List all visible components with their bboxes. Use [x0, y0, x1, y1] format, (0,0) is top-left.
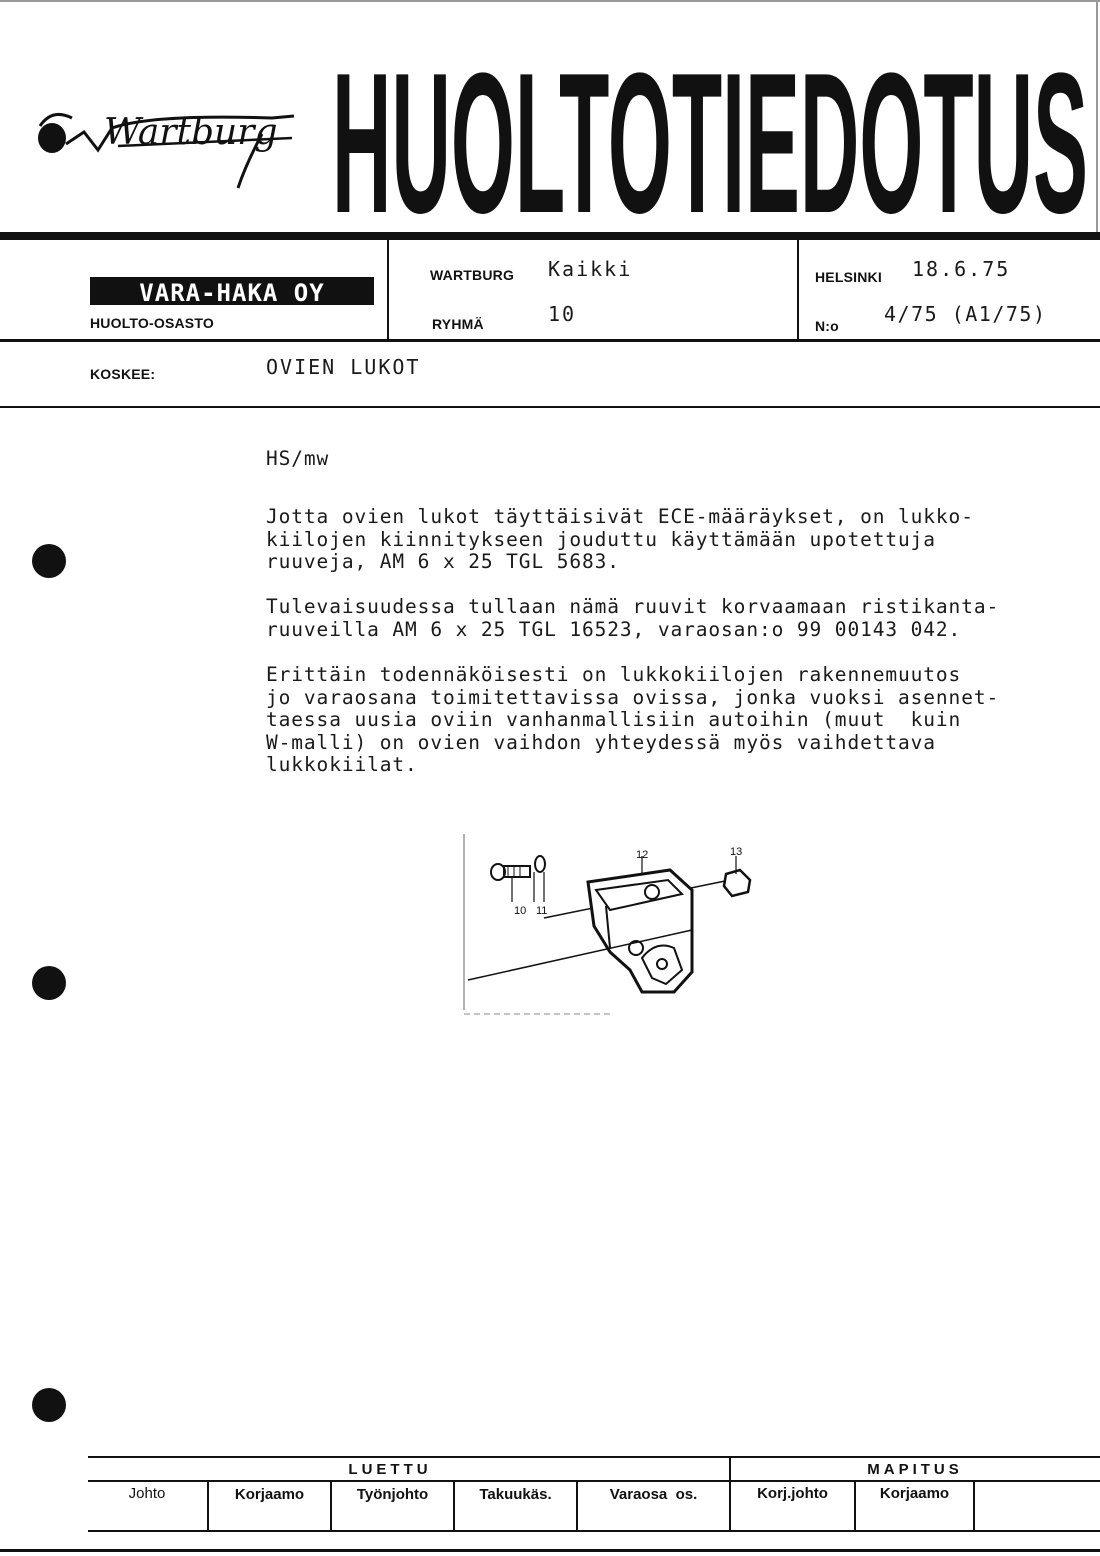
paragraph-line: lukkokiilat.: [266, 753, 418, 776]
paragraph-line: Jotta ovien lukot täyttäisivät ECE-määräykset, on lukko-: [266, 505, 974, 528]
page-title: [332, 40, 1092, 230]
callout-10: 10: [514, 905, 527, 917]
brand-wordmark: Wartburg: [104, 112, 278, 153]
ryhma-label: RYHMÄ: [432, 316, 484, 332]
header-bottom-rule: [0, 339, 1100, 342]
company-department: HUOLTO-OSASTO: [90, 315, 214, 331]
striker-plate-part: [588, 870, 692, 992]
callout-11: 11: [536, 905, 548, 917]
header-divider-1: [387, 240, 389, 340]
footer-bottom-rule: [88, 1530, 1100, 1532]
column-mapitus-korjaamo: Korjaamo: [879, 1485, 950, 1502]
column-johto: Johto: [128, 1485, 166, 1502]
paragraph-line: W-malli) on ovien vaihdon yhteydessä myös vaihdettava: [266, 730, 936, 754]
wartburg-label: WARTBURG: [430, 267, 515, 283]
screw-part: [491, 864, 530, 880]
koskee-label: KOSKEE:: [90, 366, 156, 382]
header-divider-2: [797, 240, 799, 340]
paragraph-line: taessa uusia oviin vanhanmallisiin autoihin (muut kuin: [266, 708, 962, 731]
paragraph-line: ruuveilla AM 6 x 25 TGL 16523, varaosan:o 99 00143 042.: [266, 617, 962, 641]
punch-hole: [32, 544, 66, 578]
column-tyonjohto: Työnjohto: [356, 1486, 429, 1503]
company-logo: VARA-HAKA OY: [90, 277, 374, 305]
paragraph-line: jo varaosana toimitettavissa ovissa, jonka vuoksi asennet-: [266, 685, 1000, 709]
footer-top-rule: [88, 1456, 1100, 1458]
helsinki-value: 18.6.75: [912, 257, 1011, 281]
callout-12: 12: [636, 849, 649, 861]
paragraph-line: ruuveja, AM 6 x 25 TGL 5683.: [266, 550, 620, 573]
ryhma-value: 10: [548, 302, 577, 326]
no-value: 4/75 (A1/75): [884, 302, 1047, 326]
helsinki-label: HELSINKI: [815, 269, 882, 285]
punch-hole: [32, 1388, 66, 1422]
wartburg-value: Kaikki: [548, 257, 633, 281]
right-border: [1096, 0, 1098, 240]
lock-striker-diagram: [460, 830, 760, 1020]
callout-13: 13: [730, 846, 743, 858]
column-takuukas: Takuukäs.: [479, 1486, 552, 1503]
column-varaosa: Varaosa os.: [609, 1486, 698, 1503]
koskee-rule: [0, 406, 1100, 408]
paragraph-line: kiilojen kiinnitykseen jouduttu käyttämään upotettuja: [266, 527, 936, 551]
page-bottom-rule: [0, 1549, 1100, 1552]
paragraph-line: Tulevaisuudessa tullaan nämä ruuvit korvaamaan ristikanta-: [266, 595, 1000, 618]
title-rule: [0, 232, 1100, 240]
luettu-header: LUETTU: [348, 1461, 432, 1478]
column-korj-johto: Korj.johto: [757, 1485, 828, 1502]
footer-col-divider: [973, 1482, 975, 1532]
footer-header-rule: [88, 1480, 1100, 1482]
page-title-text: HUOLTOTIEDOTUS: [332, 40, 1088, 230]
koskee-value: OVIEN LUKOT: [266, 355, 421, 379]
mapitus-header: MAPITUS: [867, 1461, 963, 1478]
column-korjaamo: Korjaamo: [234, 1486, 305, 1503]
nut-part: [724, 856, 750, 896]
top-border: [0, 0, 1100, 2]
wartburg-logo: [32, 104, 302, 194]
washer-part: [535, 856, 545, 872]
no-label: N:o: [815, 318, 839, 334]
punch-hole: [32, 966, 66, 1000]
reference-initials: HS/mw: [266, 447, 330, 470]
paragraph-line: Erittäin todennäköisesti on lukkokiilojen rakennemuutos: [266, 663, 962, 686]
